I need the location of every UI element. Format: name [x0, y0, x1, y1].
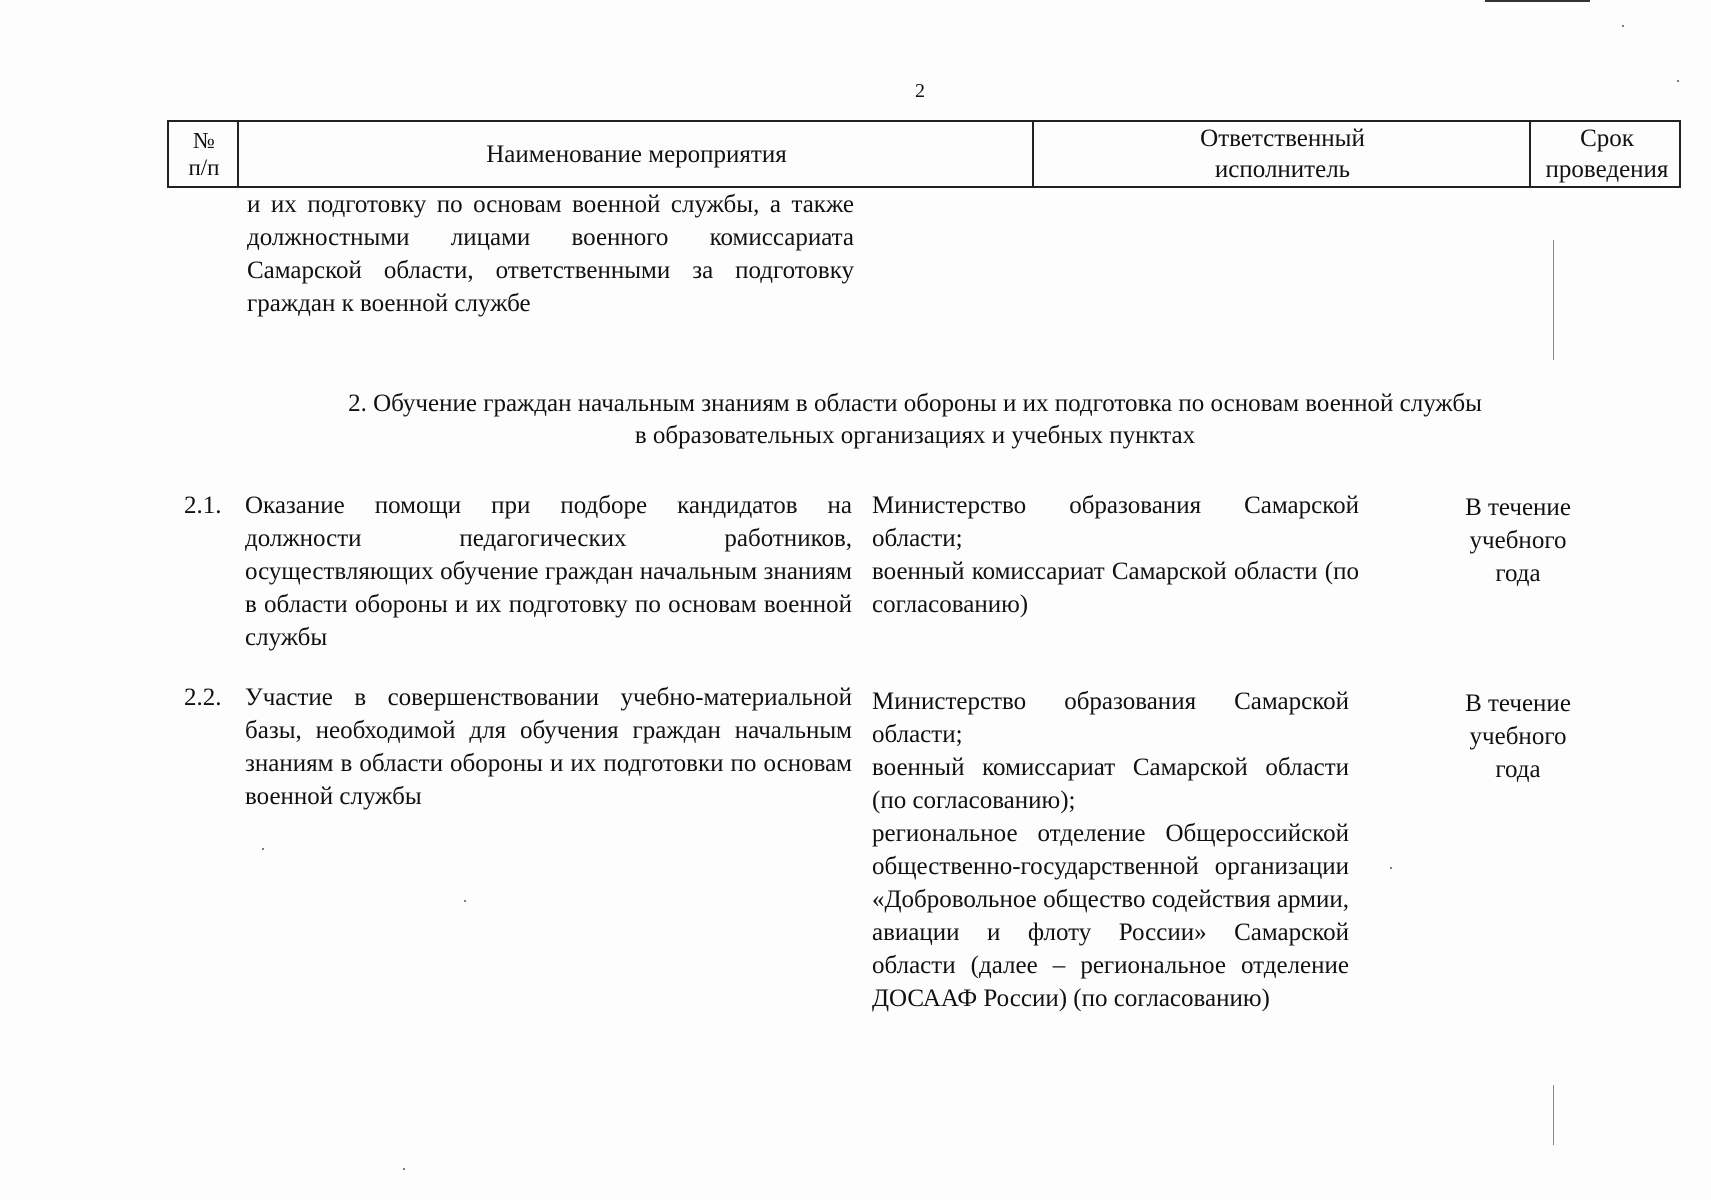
- continued-text: и их подготовку по основам военной службы, а также должностными лицами военного комиссариата Самарской области, ответственными за подготовку граждан к военной службе: [247, 191, 854, 317]
- section-title: [240, 388, 1590, 452]
- row-responsible: [872, 489, 1359, 621]
- scan-artifact: [1622, 25, 1624, 27]
- row-term: В течение учебного года: [1465, 494, 1571, 587]
- header-term-text: Срок проведения: [1545, 125, 1669, 183]
- table-header: [167, 120, 1681, 188]
- top-edge-line: [1485, 0, 1590, 2]
- scan-artifact: [403, 1168, 405, 1170]
- responsible-entry: Министерство образования Самарской области;: [872, 492, 1359, 552]
- scan-artifact: [262, 848, 264, 850]
- scan-artifact: [1390, 867, 1392, 869]
- section-title-line2: в образовательных организациях и учебных пунктах: [634, 422, 1196, 449]
- header-number: [169, 122, 239, 186]
- header-name: [239, 122, 1034, 186]
- responsible-entry: военный комиссариат Самарской области (по согласованию): [872, 558, 1359, 618]
- row-number: 2.2.: [184, 684, 222, 711]
- scan-artifact: [1553, 240, 1554, 360]
- section-title-line1: 2. Обучение граждан начальным знаниям в области обороны и их подготовка по основам военной службы: [348, 390, 1482, 417]
- row-number: 2.1.: [184, 492, 222, 519]
- page-number: 2: [915, 80, 925, 102]
- scan-artifact: [1553, 1085, 1554, 1145]
- responsible-entry: региональное отделение Общероссийской общественно-государственной организации «Добровольное общество содействия армии, авиации и флоту России» Самарской области (далее – региональное отделение ДОСААФ России) (по согласованию): [872, 820, 1349, 1012]
- row-activity-name: Оказание помощи при подборе кандидатов на должности педагогических работников, осуществляющих обучение граждан начальным знаниям в области обороны и их подготовку по основам военной службы: [245, 492, 852, 651]
- responsible-entry: Министерство образования Самарской области;: [872, 688, 1349, 748]
- scan-artifact: [1677, 80, 1679, 82]
- scan-artifact: [464, 900, 466, 902]
- header-responsible-text: Ответственный исполнитель: [1200, 125, 1365, 183]
- row-term: В течение учебного года: [1465, 690, 1571, 783]
- header-number-text: № п/п: [188, 128, 220, 180]
- header-term: [1531, 122, 1683, 186]
- responsible-entry: военный комиссариат Самарской области (по согласованию);: [872, 754, 1349, 814]
- header-responsible: [1034, 122, 1531, 186]
- header-name-text: Наименование мероприятия: [486, 140, 787, 168]
- row-responsible: [872, 685, 1349, 1015]
- row-activity-name: Участие в совершенствовании учебно-материальной базы, необходимой для обучения граждан начальным знаниям в области обороны и их подготовки по основам военной службы: [245, 684, 852, 810]
